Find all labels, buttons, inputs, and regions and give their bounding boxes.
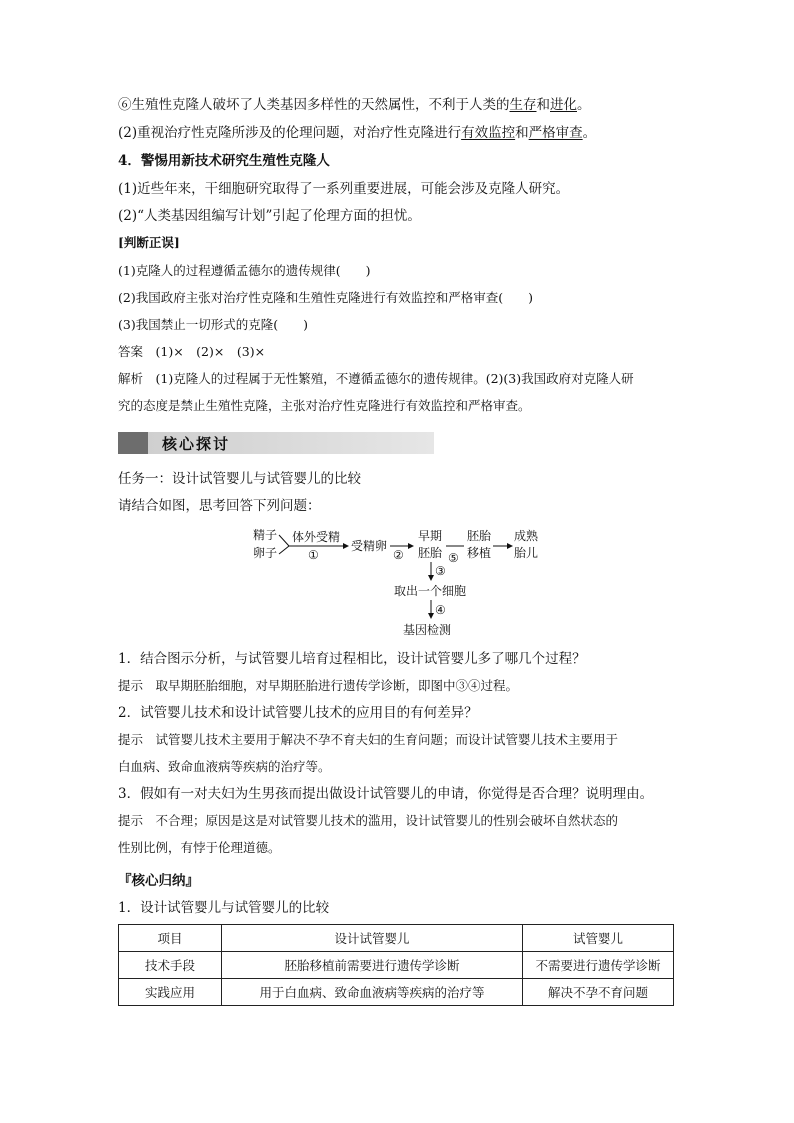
step-2-label: ② [393,548,404,562]
egg-label: 卵子 [253,546,278,560]
comparison-table [118,924,674,1006]
underlined-term: 进化 [550,97,577,113]
summary-title: 『核心归纳』 [118,873,199,889]
mature-label-1: 成熟 [514,529,539,543]
take-cell-label: 取出一个细胞 [394,584,467,598]
transfer-label-2: 移植 [467,546,492,560]
text-segment: 和 [536,97,550,113]
question-3: 3．假如有一对夫妇为生男孩而提出做设计试管婴儿的申请，你觉得是否合理？说明理由。 [118,786,654,802]
heading-4: 4．警惕用新技术研究生殖性克隆人 [118,153,330,169]
judge-item-2: (2)我国政府主张对治疗性克隆和生殖性克隆进行有效监控和严格审查( ) [118,290,533,305]
question-1: 1．结合图示分析，与试管婴儿培育过程相比，设计试管婴儿多了哪几个过程？ [118,651,586,667]
underlined-term: 有效监控 [461,125,516,141]
table-row [119,952,674,979]
mature-label-2: 胎儿 [514,546,539,560]
hint-2-line-1: 提示 试管婴儿技术主要用于解决不孕不育夫妇的生育问题；而设计试管婴儿技术主要用于 [118,732,619,747]
text-segment: (2)重视治疗性克隆所涉及的伦理问题，对治疗性克隆进行 [118,125,462,141]
table-row [119,979,674,1006]
hint-3-line-1: 提示 不合理；原因是这是对试管婴儿技术的滥用，设计试管婴儿的性别会破坏自然状态的 [118,813,619,828]
text-segment: 。 [577,97,591,113]
table-cell: 不需要进行遗传学诊断 [523,952,674,979]
judge-item-1: (1)克隆人的过程遵循孟德尔的遗传规律( ) [118,263,371,278]
table-cell: 实践应用 [119,979,222,1006]
merge-line [279,546,289,554]
merge-line [279,535,289,546]
transfer-label-1: 胚胎 [467,529,492,543]
task-title: 任务一：设计试管婴儿与试管婴儿的比较 [118,471,361,487]
text-line-4-2: (2)“人类基因组编写计划”引起了伦理方面的担忧。 [118,208,421,224]
step-1-label: ① [308,548,319,562]
task-prompt: 请结合如图，思考回答下列问题： [118,498,321,514]
early-embryo-label-2: 胚胎 [418,546,443,560]
analysis-line-1: 解析 (1)克隆人的过程属于无性繁殖，不遵循孟德尔的遗传规律。(2)(3)我国政府对克隆人研 [118,371,634,386]
underlined-term: 严格审查 [528,125,583,141]
step-3-label: ③ [435,564,446,578]
table-header-cell: 设计试管婴儿 [222,925,523,952]
text-segment: ⑥生殖性克隆人破坏了人类基因多样性的天然属性，不利于人类的 [118,97,510,113]
hint-1: 提示 取早期胚胎细胞，对早期胚胎进行遗传学诊断，即图中③④过程。 [118,678,519,693]
step-5-label: ⑤ [448,551,459,565]
text-line-4-1: (1)近些年来，干细胞研究取得了一系列重要进展，可能会涉及克隆人研究。 [118,181,570,197]
sperm-label: 精子 [253,528,278,542]
text-segment: 和 [515,125,529,141]
table-cell: 用于白血病、致命血液病等疾病的治疗等 [222,979,523,1006]
fertilization-label: 体外受精 [292,530,341,544]
underlined-term: 生存 [509,97,537,113]
table-cell: 解决不孕不育问题 [523,979,674,1006]
table-cell: 胚胎移植前需要进行遗传学诊断 [222,952,523,979]
text-line-2 [118,124,596,142]
judge-item-3: (3)我国禁止一切形式的克隆( ) [118,317,308,332]
hint-3-line-2: 性别比例，有悖于伦理道德。 [118,840,281,855]
zygote-label: 受精卵 [351,539,388,553]
step-4-label: ④ [435,603,446,617]
section-banner [118,432,434,454]
question-2: 2．试管婴儿技术和设计试管婴儿技术的应用目的有何差异？ [118,705,478,721]
analysis-line-2: 究的态度是禁止生殖性克隆，主张对治疗性克隆进行有效监控和严格审查。 [118,398,531,413]
table-header-cell: 项目 [119,925,222,952]
answer-line: 答案 (1)× (2)× (3)× [118,344,266,359]
table-cell: 技术手段 [119,952,222,979]
hint-2-line-2: 白血病、致命血液病等疾病的治疗等。 [118,759,331,774]
summary-subtitle: 1．设计试管婴儿与试管婴儿的比较 [118,900,330,916]
table-header-row [119,925,674,952]
judge-title: [判断正误] [118,235,180,250]
early-embryo-label-1: 早期 [418,529,443,543]
gene-test-label: 基因检测 [403,623,452,637]
flow-diagram [250,526,550,642]
text-segment: 。 [582,125,597,141]
text-line-6 [118,96,591,114]
section-title: 核心探讨 [162,435,231,453]
table-header-cell: 试管婴儿 [523,925,674,952]
